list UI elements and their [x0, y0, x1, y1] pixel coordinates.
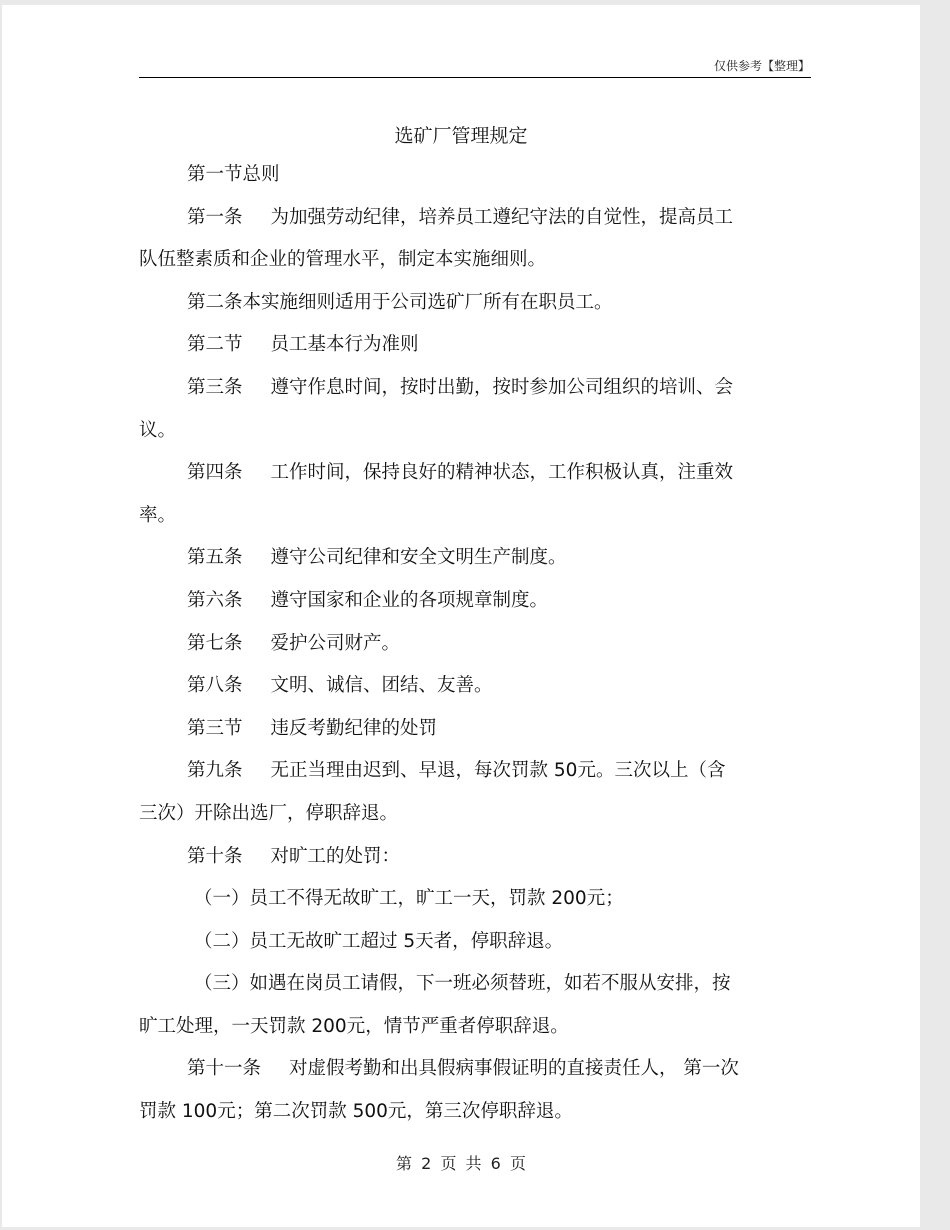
article-5-label: 第五条 [187, 547, 243, 569]
article-7 [139, 623, 811, 666]
article-10-label: 第十条 [187, 845, 243, 867]
article-1-label: 第一条 [187, 206, 243, 228]
article-11-text: 对虚假考勤和出具假病事假证明的直接责任人， 第一次 [289, 1058, 739, 1080]
article-3 [139, 367, 811, 410]
article-6 [139, 580, 811, 623]
article-10-item-3: （三）如遇在岗员工请假，下一班必须替班，如若不服从安排，按 [194, 973, 731, 995]
section-2-label: 第二节 [187, 334, 243, 356]
article-6-text: 遵守国家和企业的各项规章制度。 [270, 589, 549, 611]
article-9-text: 无正当理由迟到、早退，每次罚款 50元。三次以上（含 [270, 760, 726, 782]
article-1 [139, 197, 811, 240]
article-11-label: 第十一条 [187, 1058, 262, 1080]
header-text: 仅供参考【整理】 [713, 59, 810, 73]
article-11 [139, 1048, 811, 1091]
article-7-label: 第七条 [187, 632, 243, 654]
document-page [2, 5, 920, 1227]
article-4-text: 工作时间，保持良好的精神状态，工作积极认真，注重效 [270, 462, 734, 484]
article-4 [139, 452, 811, 495]
article-10-item-3-continued: 旷工处理，一天罚款 200元，情节严重者停职辞退。 [139, 1015, 569, 1037]
section-1-heading: 第一节总则 [187, 164, 280, 185]
article-9-continued: 三次）开除出选厂，停职辞退。 [139, 802, 399, 824]
footer-word-di: 第 [396, 1154, 413, 1173]
section-2-title: 员工基本行为准则 [270, 334, 419, 356]
article-8-text: 文明、诚信、团结、友善。 [270, 675, 493, 697]
page-footer [2, 1151, 920, 1174]
article-2: 第二条本实施细则适用于公司选矿厂所有在职员工。 [187, 291, 613, 313]
article-9 [139, 750, 811, 793]
article-3-text: 遵守作息时间，按时出勤，按时参加公司组织的培训、会 [270, 376, 734, 398]
section-3-title: 违反考勤纪律的处罚 [270, 717, 438, 739]
article-1-text: 为加强劳动纪律，培养员工遵纪守法的自觉性，提高员工 [270, 206, 734, 228]
article-5-text: 遵守公司纪律和安全文明生产制度。 [270, 547, 567, 569]
article-8-label: 第八条 [187, 675, 243, 697]
section-3-heading [139, 708, 811, 751]
footer-word-gong: 共 [465, 1154, 482, 1173]
section-3-label: 第三节 [187, 717, 243, 739]
article-10-item-1: （一）员工不得无故旷工，旷工一天，罚款 200元； [194, 888, 624, 910]
footer-word-ye: 页 [440, 1154, 457, 1173]
article-9-label: 第九条 [187, 760, 243, 782]
document-body [139, 154, 811, 1134]
article-6-label: 第六条 [187, 589, 243, 611]
article-10-text: 对旷工的处罚： [270, 845, 401, 867]
article-3-label: 第三条 [187, 376, 243, 398]
article-5 [139, 537, 811, 580]
total-pages-number: 6 [490, 1154, 501, 1173]
current-page-number: 2 [421, 1154, 432, 1173]
header-rule [139, 77, 811, 78]
footer-word-ye-2: 页 [509, 1154, 526, 1173]
article-3-continued: 议。 [139, 419, 177, 441]
article-8 [139, 665, 811, 708]
article-4-continued: 率。 [139, 504, 177, 526]
article-11-continued: 罚款 100元；第二次罚款 500元，第三次停职辞退。 [139, 1101, 573, 1123]
article-10-item-2: （二）员工无故旷工超过 5天者，停职辞退。 [194, 930, 564, 952]
article-7-text: 爱护公司财产。 [270, 632, 401, 654]
document-title: 选矿厂管理规定 [394, 125, 528, 147]
section-2-heading [139, 324, 811, 367]
article-10 [139, 836, 811, 879]
article-1-continued: 队伍整素质和企业的管理水平，制定本实施细则。 [139, 249, 547, 271]
article-4-label: 第四条 [187, 462, 243, 484]
